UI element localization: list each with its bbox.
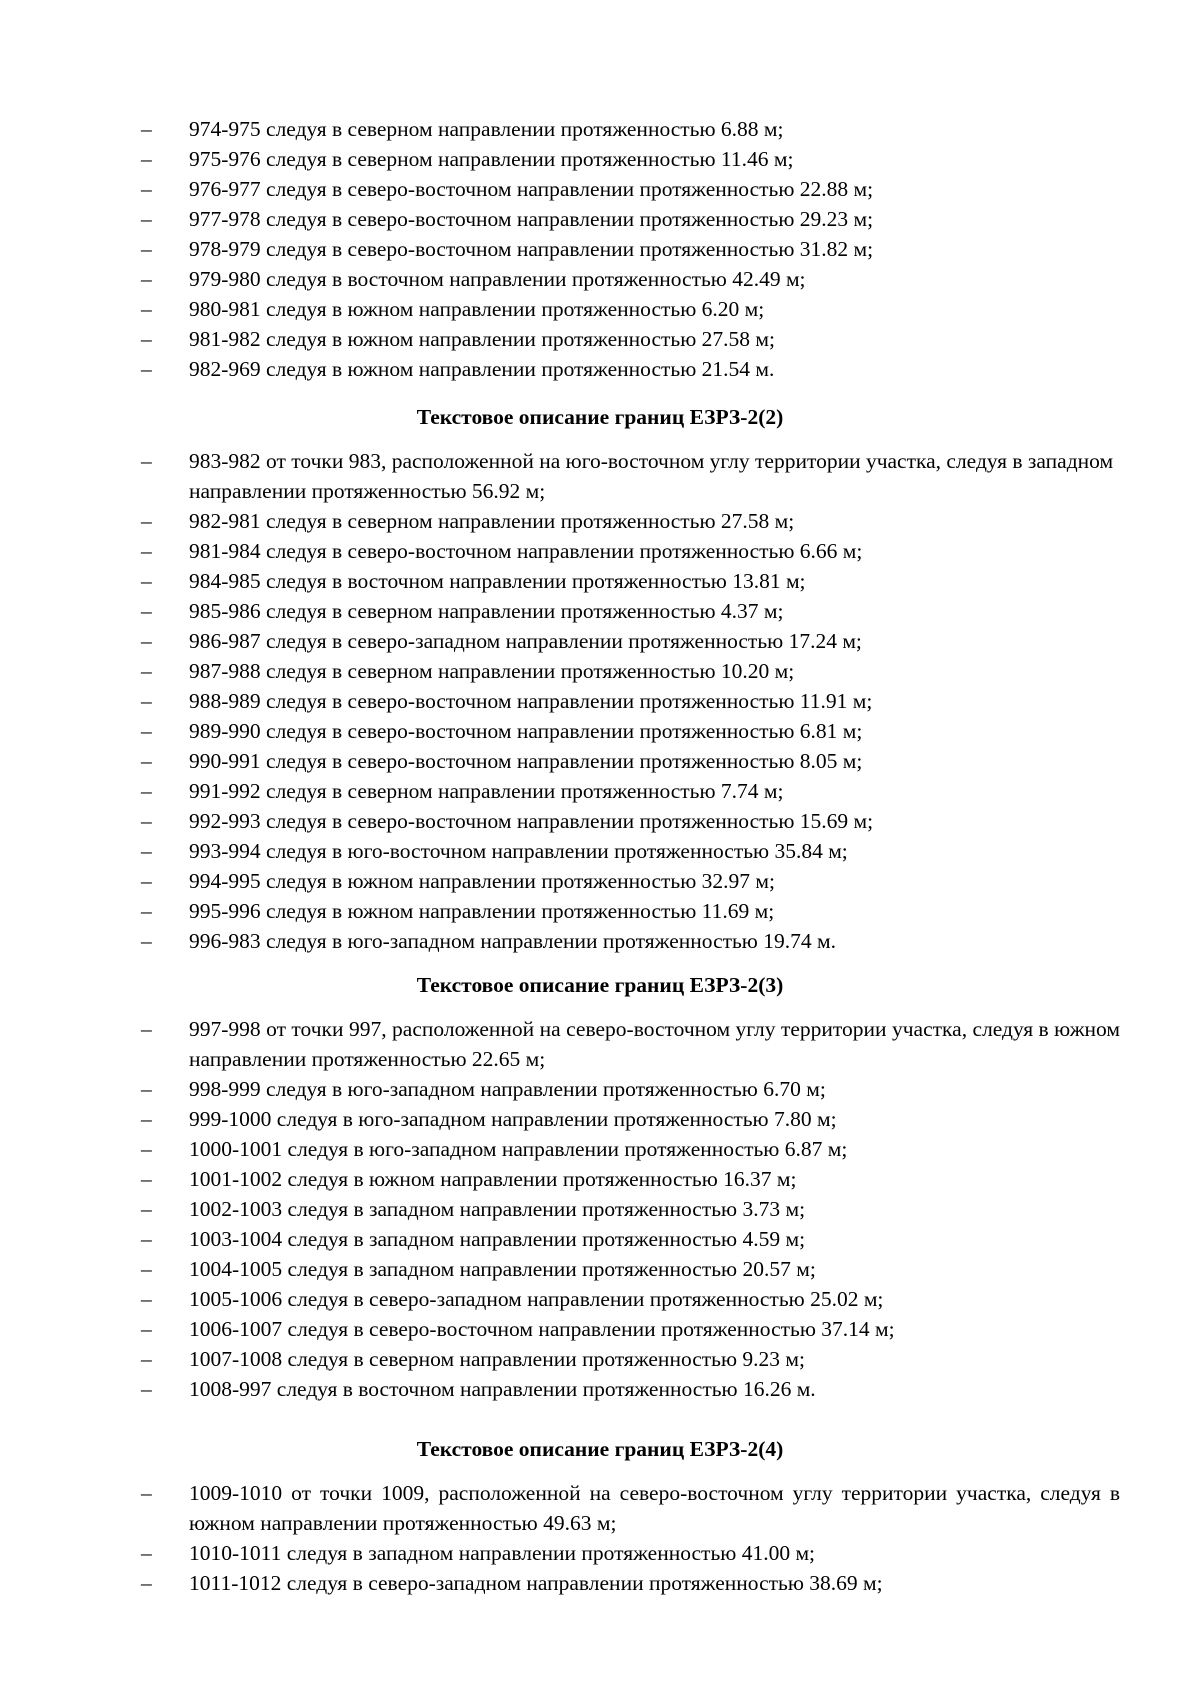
bullet-dash: – xyxy=(141,749,152,773)
boundary-segment-item xyxy=(0,1224,1200,1254)
boundary-segment-item xyxy=(0,686,1200,716)
bullet-dash: – xyxy=(141,1317,152,1341)
bullet-dash: – xyxy=(141,509,152,533)
boundary-list-3 xyxy=(0,1014,1200,1404)
boundary-segment-item xyxy=(0,1104,1200,1134)
boundary-segment-text: 993-994 следуя в юго-восточном направлении протяженностью 35.84 м; xyxy=(189,839,848,863)
bullet-dash: – xyxy=(141,779,152,803)
bullet-dash: – xyxy=(141,449,152,473)
boundary-segment-text: 1008-997 следуя в восточном направлении протяженностью 16.26 м. xyxy=(189,1377,816,1401)
boundary-segment-text: 998-999 следуя в юго-западном направлении протяженностью 6.70 м; xyxy=(189,1077,826,1101)
boundary-segment-text: 997-998 от точки 997, расположенной на северо-восточном углу территории участка, следуя в южном направлении протяженностью 22.65 м; xyxy=(189,1017,1120,1071)
bullet-dash: – xyxy=(141,177,152,201)
bullet-dash: – xyxy=(141,869,152,893)
boundary-segment-text: 975-976 следуя в северном направлении протяженностью 11.46 м; xyxy=(189,147,794,171)
bullet-dash: – xyxy=(141,1541,152,1565)
boundary-segment-item xyxy=(0,596,1200,626)
boundary-segment-text: 994-995 следуя в южном направлении протяженностью 32.97 м; xyxy=(189,869,775,893)
section-heading-ezrz-2-3: Текстовое описание границ ЕЗРЗ-2(3) xyxy=(416,973,784,997)
boundary-segment-text: 986-987 следуя в северо-западном направлении протяженностью 17.24 м; xyxy=(189,629,862,653)
boundary-segment-item xyxy=(0,776,1200,806)
section-heading-ezrz-2-4: Текстовое описание границ ЕЗРЗ-2(4) xyxy=(416,1437,784,1461)
boundary-segment-text: 981-984 следуя в северо-восточном направлении протяженностью 6.66 м; xyxy=(189,539,863,563)
bullet-dash: – xyxy=(141,1017,152,1041)
boundary-segment-text: 983-982 от точки 983, расположенной на юго-восточном углу территории участка, следуя в западном направлении протяженностью 56.92 м; xyxy=(189,449,1114,503)
bullet-dash: – xyxy=(141,599,152,623)
boundary-segment-item xyxy=(0,114,1200,144)
boundary-segment-text: 982-969 следуя в южном направлении протяженностью 21.54 м. xyxy=(189,357,775,381)
bullet-dash: – xyxy=(141,629,152,653)
bullet-dash: – xyxy=(141,809,152,833)
bullet-dash: – xyxy=(141,1107,152,1131)
boundary-segment-text: 996-983 следуя в юго-западном направлении протяженностью 19.74 м. xyxy=(189,929,836,953)
boundary-segment-text: 999-1000 следуя в юго-западном направлении протяженностью 7.80 м; xyxy=(189,1107,837,1131)
bullet-dash: – xyxy=(141,1167,152,1191)
boundary-segment-text: 1006-1007 следуя в северо-восточном направлении протяженностью 37.14 м; xyxy=(189,1317,895,1341)
boundary-segment-item xyxy=(0,1344,1200,1374)
boundary-segment-item xyxy=(0,234,1200,264)
boundary-segment-text: 995-996 следуя в южном направлении протяженностью 11.69 м; xyxy=(189,899,775,923)
boundary-segment-item xyxy=(0,896,1200,926)
boundary-segment-item xyxy=(0,1478,1200,1538)
bullet-dash: – xyxy=(141,1287,152,1311)
boundary-segment-text: 1001-1002 следуя в южном направлении протяженностью 16.37 м; xyxy=(189,1167,797,1191)
boundary-segment-item xyxy=(0,626,1200,656)
bullet-dash: – xyxy=(141,327,152,351)
bullet-dash: – xyxy=(141,147,152,171)
bullet-dash: – xyxy=(141,659,152,683)
boundary-segment-item xyxy=(0,204,1200,234)
bullet-dash: – xyxy=(141,1137,152,1161)
boundary-segment-text: 988-989 следуя в северо-восточном направлении протяженностью 11.91 м; xyxy=(189,689,873,713)
boundary-segment-item xyxy=(0,1014,1200,1074)
boundary-segment-item xyxy=(0,1254,1200,1284)
boundary-segment-item xyxy=(0,866,1200,896)
boundary-segment-text: 1003-1004 следуя в западном направлении протяженностью 4.59 м; xyxy=(189,1227,806,1251)
boundary-segment-item xyxy=(0,1314,1200,1344)
boundary-segment-item xyxy=(0,746,1200,776)
boundary-segment-item xyxy=(0,536,1200,566)
boundary-segment-text: 982-981 следуя в северном направлении протяженностью 27.58 м; xyxy=(189,509,795,533)
boundary-segment-text: 979-980 следуя в восточном направлении протяженностью 42.49 м; xyxy=(189,267,806,291)
boundary-segment-item xyxy=(0,174,1200,204)
boundary-segment-text: 977-978 следуя в северо-восточном направлении протяженностью 29.23 м; xyxy=(189,207,874,231)
bullet-dash: – xyxy=(141,1257,152,1281)
boundary-segment-item xyxy=(0,446,1200,506)
boundary-segment-item xyxy=(0,506,1200,536)
boundary-segment-item xyxy=(0,294,1200,324)
boundary-segment-item xyxy=(0,1568,1200,1598)
boundary-segment-item xyxy=(0,716,1200,746)
boundary-segment-text: 981-982 следуя в южном направлении протяженностью 27.58 м; xyxy=(189,327,775,351)
bullet-dash: – xyxy=(141,569,152,593)
bullet-dash: – xyxy=(141,237,152,261)
boundary-segment-item xyxy=(0,1284,1200,1314)
bullet-dash: – xyxy=(141,1197,152,1221)
boundary-segment-item xyxy=(0,1134,1200,1164)
boundary-segment-item xyxy=(0,1538,1200,1568)
boundary-segment-item xyxy=(0,1164,1200,1194)
bullet-dash: – xyxy=(141,719,152,743)
boundary-segment-text: 974-975 следуя в северном направлении протяженностью 6.88 м; xyxy=(189,117,784,141)
section-heading-ezrz-2-2: Текстовое описание границ ЕЗРЗ-2(2) xyxy=(416,405,784,429)
bullet-dash: – xyxy=(141,839,152,863)
boundary-segment-text: 991-992 следуя в северном направлении протяженностью 7.74 м; xyxy=(189,779,784,803)
bullet-dash: – xyxy=(141,1227,152,1251)
bullet-dash: – xyxy=(141,297,152,321)
boundary-segment-text: 1002-1003 следуя в западном направлении протяженностью 3.73 м; xyxy=(189,1197,806,1221)
boundary-segment-text: 992-993 следуя в северо-восточном направлении протяженностью 15.69 м; xyxy=(189,809,874,833)
bullet-dash: – xyxy=(141,689,152,713)
bullet-dash: – xyxy=(141,539,152,563)
boundary-segment-text: 978-979 следуя в северо-восточном направлении протяженностью 31.82 м; xyxy=(189,237,874,261)
boundary-segment-text: 1009-1010 от точки 1009, расположенной на северо-восточном углу территории участка, следуя в южном направлении протяженностью 49.63 м; xyxy=(189,1481,1120,1535)
bullet-dash: – xyxy=(141,1347,152,1371)
boundary-segment-item xyxy=(0,144,1200,174)
boundary-segment-item xyxy=(0,1194,1200,1224)
bullet-dash: – xyxy=(141,267,152,291)
boundary-segment-text: 980-981 следуя в южном направлении протяженностью 6.20 м; xyxy=(189,297,765,321)
boundary-segment-item xyxy=(0,354,1200,384)
boundary-segment-text: 1007-1008 следуя в северном направлении протяженностью 9.23 м; xyxy=(189,1347,805,1371)
boundary-segment-text: 1000-1001 следуя в юго-западном направлении протяженностью 6.87 м; xyxy=(189,1137,848,1161)
boundary-segment-item xyxy=(0,324,1200,354)
boundary-segment-item xyxy=(0,926,1200,956)
boundary-segment-text: 984-985 следуя в восточном направлении протяженностью 13.81 м; xyxy=(189,569,806,593)
boundary-segment-item xyxy=(0,566,1200,596)
bullet-dash: – xyxy=(141,1077,152,1101)
bullet-dash: – xyxy=(141,929,152,953)
bullet-dash: – xyxy=(141,899,152,923)
boundary-segment-text: 985-986 следуя в северном направлении протяженностью 4.37 м; xyxy=(189,599,784,623)
boundary-list-4 xyxy=(0,1478,1200,1598)
boundary-segment-text: 976-977 следуя в северо-восточном направлении протяженностью 22.88 м; xyxy=(189,177,874,201)
boundary-segment-item xyxy=(0,806,1200,836)
boundary-list-2 xyxy=(0,446,1200,956)
boundary-segment-item xyxy=(0,656,1200,686)
boundary-list-1 xyxy=(0,114,1200,384)
bullet-dash: – xyxy=(141,1571,152,1595)
boundary-segment-item xyxy=(0,264,1200,294)
boundary-segment-text: 990-991 следуя в северо-восточном направлении протяженностью 8.05 м; xyxy=(189,749,863,773)
boundary-segment-text: 987-988 следуя в северном направлении протяженностью 10.20 м; xyxy=(189,659,795,683)
bullet-dash: – xyxy=(141,207,152,231)
bullet-dash: – xyxy=(141,117,152,141)
boundary-segment-item xyxy=(0,836,1200,866)
boundary-segment-item xyxy=(0,1074,1200,1104)
bullet-dash: – xyxy=(141,1481,152,1505)
boundary-segment-text: 1004-1005 следуя в западном направлении протяженностью 20.57 м; xyxy=(189,1257,816,1281)
bullet-dash: – xyxy=(141,1377,152,1401)
boundary-segment-text: 1005-1006 следуя в северо-западном направлении протяженностью 25.02 м; xyxy=(189,1287,884,1311)
boundary-segment-text: 1010-1011 следуя в западном направлении протяженностью 41.00 м; xyxy=(189,1541,816,1565)
boundary-segment-item xyxy=(0,1374,1200,1404)
boundary-segment-text: 1011-1012 следуя в северо-западном направлении протяженностью 38.69 м; xyxy=(189,1571,883,1595)
boundary-segment-text: 989-990 следуя в северо-восточном направлении протяженностью 6.81 м; xyxy=(189,719,863,743)
bullet-dash: – xyxy=(141,357,152,381)
